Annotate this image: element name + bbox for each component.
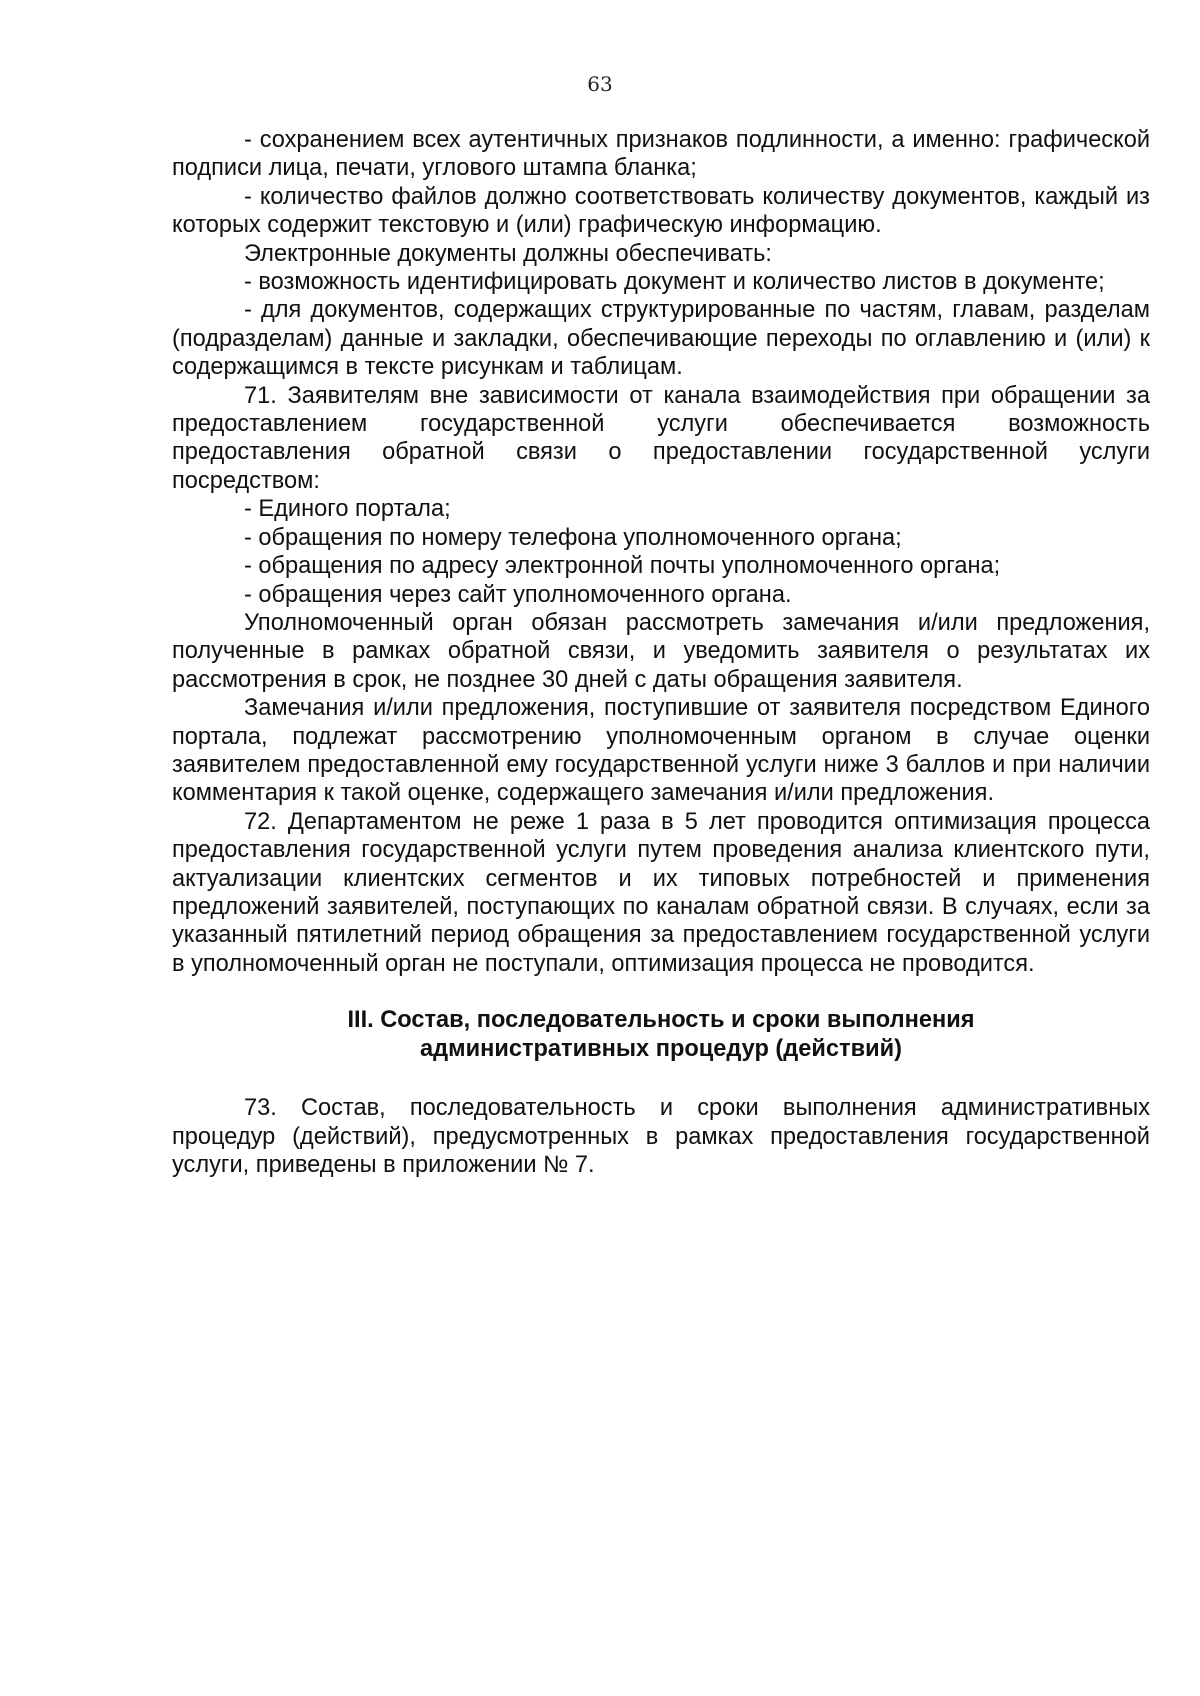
section-heading-line: административных процедур (действий) <box>420 1036 902 1063</box>
paragraphs-after-heading <box>172 1094 1150 1179</box>
paragraph: 72. Департаментом не реже 1 раза в 5 лет проводится оптимизация процесса предоставления государственной услуги путем проведения анализа клиентского пути, актуализации клиентских сегментов и их типовых потребностей и применения предложений заявителей, поступающих по каналам обратной связи. В случаях, если за указанный пятилетний период обращения за предоставлением государственной услуги в уполномоченный орган не поступали, оптимизация процесса не проводится. <box>172 808 1150 977</box>
page-number: 63 <box>587 72 613 96</box>
paragraphs-before-heading <box>172 126 1150 978</box>
paragraph: - сохранением всех аутентичных признаков подлинности, а именно: графической подписи лица, печати, углового штампа бланка; <box>172 127 1150 182</box>
paragraph: 73. Состав, последовательность и сроки выполнения административных процедур (действий), предусмотренных в рамках предоставления государственной услуги, приведены в приложении № 7. <box>172 1095 1150 1178</box>
paragraph: 71. Заявителям вне зависимости от канала взаимодействия при обращении за предоставлением государственной услуги обеспечивается возможность предоставления обратной связи о предоставлении государственной услуги посредством: <box>172 382 1150 494</box>
paragraph: Электронные документы должны обеспечивать: <box>244 240 772 267</box>
paragraph: - для документов, содержащих структурированные по частям, главам, разделам (подразделам) данные и закладки, обеспечивающие переходы по оглавлению и (или) к содержащимся в тексте рисункам и таблицам. <box>172 297 1150 381</box>
paragraph: Замечания и/или предложения, поступившие от заявителя посредством Единого портала, подлежат рассмотрению уполномоченным органом в случае оценки заявителем предоставленной ему государственной услуги ниже 3 баллов и при наличии комментария к такой оценке, содержащего замечания и/или предложения. <box>172 695 1150 807</box>
paragraph: Уполномоченный орган обязан рассмотреть замечания и/или предложения, полученные в рамках обратной связи, и уведомить заявителя о результатах их рассмотрения в срок, не позднее 30 дней с даты обращения заявителя. <box>172 609 1150 693</box>
section-heading-line: III. Состав, последовательность и сроки выполнения <box>347 1007 975 1034</box>
paragraph: - обращения по номеру телефона уполномоченного органа; <box>244 524 902 551</box>
paragraph: - количество файлов должно соответствовать количеству документов, каждый из которых содержит текстовую и (или) графическую информацию. <box>172 183 1150 239</box>
document-body <box>172 126 1150 1179</box>
paragraph: - обращения по адресу электронной почты уполномоченного органа; <box>244 553 1001 580</box>
paragraph: - Единого портала; <box>244 496 451 523</box>
paragraph: - возможность идентифицировать документ и количество листов в документе; <box>244 269 1105 296</box>
section-heading <box>172 1006 1150 1064</box>
paragraph: - обращения через сайт уполномоченного органа. <box>244 581 792 608</box>
